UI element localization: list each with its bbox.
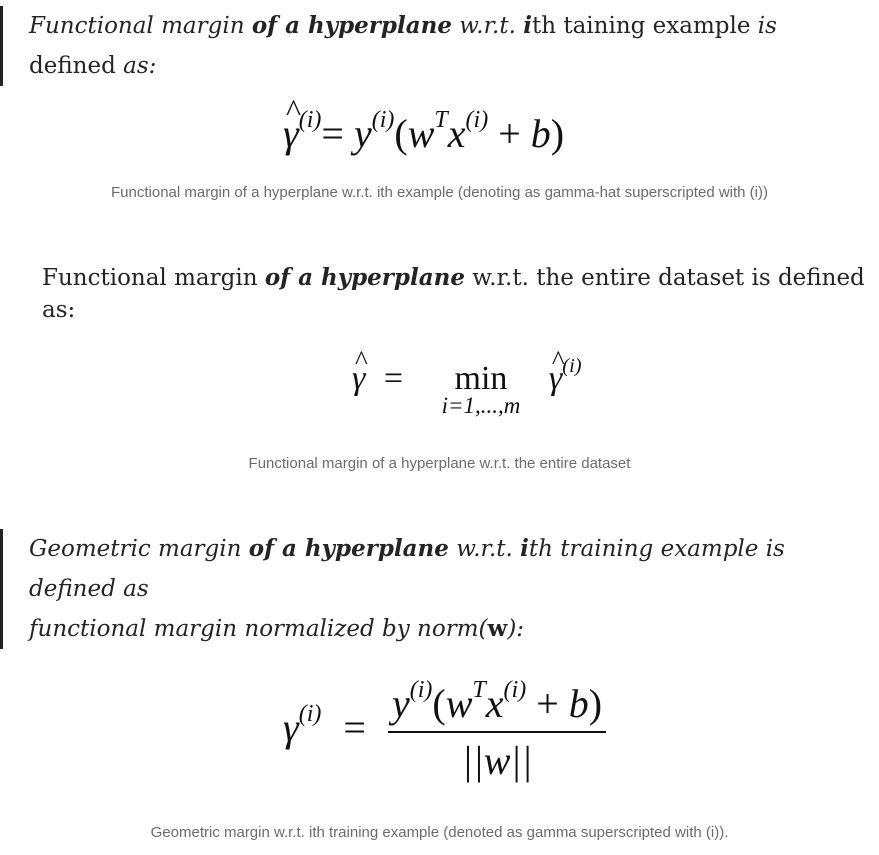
equation-functional-margin-dataset: ^ γ = min i=1,...,m ^ $\gamma^{(i)}$ bbox=[352, 360, 582, 414]
fraction-denominator: ||w|| bbox=[461, 738, 533, 783]
equation-geometric-margin: $\gamma^{(i)}$ = $\frac{y^{(i)}(w^Tx^{(i)} + b)}{||w||}$ bbox=[283, 680, 606, 784]
equation-functional-margin-ith: ^ $\gamma^{(i)}= y^{(i)}(w^Tx^{(i)} + b)$ bbox=[283, 110, 564, 157]
fraction bbox=[388, 676, 606, 784]
quote-geometric-margin: Geometric margin of a hyperplane w.r.t. ith training example is defined as functional margin normalized by norm(w): bbox=[0, 529, 869, 649]
caption-functional-margin-ith: Functional margin of a hyperplane w.r.t. ith example (denoting as gamma-hat superscripted with (i)) bbox=[111, 184, 768, 201]
caption-geometric-margin: Geometric margin w.r.t. ith training example (denoted as gamma superscripted with (i)). bbox=[150, 824, 729, 841]
quote-functional-margin-ith: Functional margin of a hyperplane w.r.t. ith taining example is defined as: bbox=[0, 6, 869, 86]
caption-functional-margin-dataset: Functional margin of a hyperplane w.r.t. the entire dataset bbox=[248, 455, 631, 472]
min-operator: min i=1,...,m bbox=[441, 360, 521, 418]
fraction-numerator: $y^{(i)}(w^Tx^{(i)} + b)$ bbox=[388, 680, 606, 733]
para-functional-margin-dataset: Functional margin of a hyperplane w.r.t. the entire dataset is defined as: bbox=[42, 264, 865, 323]
